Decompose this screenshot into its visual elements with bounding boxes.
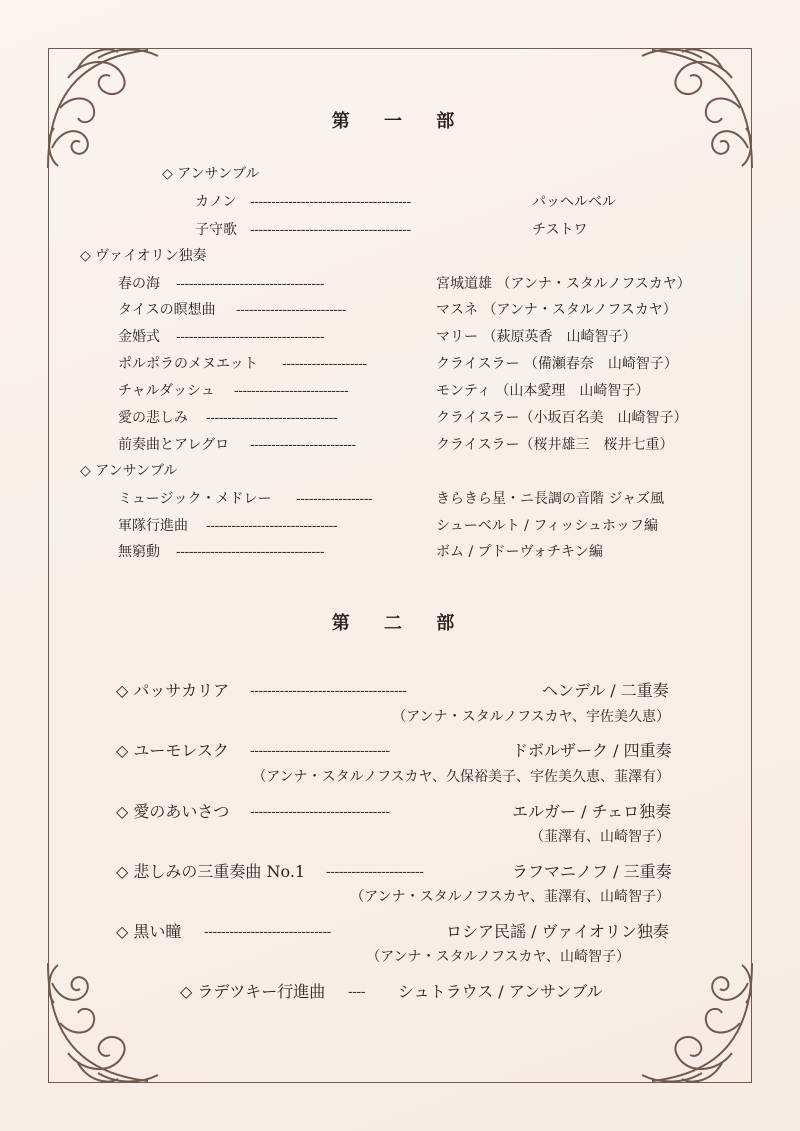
program-composer: ラフマニノフ / 三重奏: [512, 862, 672, 881]
program-title: ◇ 愛のあいさつ: [116, 802, 230, 821]
program-composer: エルガー / チェロ独奏: [512, 802, 672, 821]
program-composer: パッヘルベル: [532, 194, 616, 210]
program-title: タイスの瞑想曲: [118, 302, 216, 318]
program-title: 愛の悲しみ: [118, 410, 188, 426]
program-title: ◇ 悲しみの三重奏曲 No.1: [116, 862, 306, 881]
section-header-ensemble: ◇ アンサンブル: [162, 166, 260, 182]
program-composer: 宮城道雄 （アンナ・スタルノフスカヤ）: [436, 276, 691, 292]
dotted-leader: ---------------------------: [234, 383, 349, 399]
program-title: 前奏曲とアレグロ: [118, 437, 230, 453]
dotted-leader: -----------------------------------: [176, 276, 325, 292]
program-title: ◇ ラデツキー行進曲: [180, 982, 326, 1001]
program-composer: ロシア民謡 / ヴァイオリン独奏: [446, 922, 669, 941]
program-composer: クライスラー（桜井雄三 桜井七重）: [436, 437, 674, 453]
program-title: 金婚式: [118, 329, 160, 345]
program-composer: ボム / プドーヴォチキン編: [436, 544, 603, 560]
program-title: 春の海: [118, 276, 160, 292]
program-performers: （アンナ・スタルノフスカヤ、韮澤有、山崎智子）: [350, 889, 670, 905]
corner-ornament-bottom-left: [38, 953, 178, 1093]
program-composer: マスネ （アンナ・スタルノフスカヤ）: [436, 302, 677, 318]
dotted-leader: -----------------------: [326, 864, 424, 880]
corner-ornament-bottom-right: [622, 953, 762, 1093]
program-title: チャルダッシュ: [118, 383, 215, 399]
dotted-leader: ----: [348, 984, 365, 1000]
program-title: ◇ ユーモレスク: [116, 741, 229, 760]
program-composer: ドボルザーク / 四重奏: [512, 741, 672, 760]
program-title: 無窮動: [118, 544, 160, 560]
part1-title: 第 一 部: [331, 111, 469, 132]
program-title: ◇ 黒い瞳: [116, 922, 182, 941]
dotted-leader: -----------------------------------: [176, 329, 325, 345]
dotted-leader: -------------------------------------: [250, 683, 407, 699]
program-composer: シューベルト / フィッシュホッフ編: [436, 518, 658, 534]
program-title: ミュージック・メドレー: [118, 491, 272, 507]
program-title: カノン: [195, 194, 237, 210]
program-title: ◇ パッサカリア: [116, 681, 230, 700]
program-composer: モンティ （山本愛理 山崎智子）: [436, 383, 650, 399]
dotted-leader: ---------------------------------: [250, 804, 390, 820]
program-performers: （アンナ・スタルノフスカヤ、山崎智子）: [366, 949, 630, 965]
dotted-leader: -------------------------------: [206, 410, 338, 426]
program-title: ポルポラのメヌエット: [118, 356, 258, 372]
program-title: 軍隊行進曲: [118, 518, 188, 534]
dotted-leader: ---------------------------------: [250, 743, 390, 759]
dotted-leader: ------------------: [296, 491, 373, 507]
program-title: 子守歌: [195, 222, 237, 238]
program-composer: マリー （萩原英香 山崎智子）: [436, 329, 637, 345]
program-composer: ヘンデル / 二重奏: [542, 681, 669, 700]
program-performers: （アンナ・スタルノフスカヤ、久保裕美子、宇佐美久恵、韮澤有）: [252, 769, 670, 785]
part2-title: 第 二 部: [331, 613, 469, 634]
dotted-leader: --------------------------------------: [250, 222, 411, 238]
section-header-ensemble: ◇ アンサンブル: [80, 463, 178, 479]
dotted-leader: -------------------------------: [206, 518, 338, 534]
dotted-leader: -------------------------: [250, 437, 356, 453]
dotted-leader: --------------------: [282, 356, 367, 372]
program-performers: （アンナ・スタルノフスカヤ、宇佐美久恵）: [392, 709, 670, 725]
program-composer: クライスラー（小坂百名美 山崎智子）: [436, 410, 688, 426]
program-performers: （韮澤有、山崎智子）: [530, 829, 670, 845]
dotted-leader: ------------------------------: [204, 924, 331, 940]
dotted-leader: --------------------------: [236, 302, 346, 318]
dotted-leader: --------------------------------------: [250, 194, 411, 210]
dotted-leader: -----------------------------------: [176, 544, 325, 560]
program-composer: シュトラウス / アンサンブル: [398, 982, 603, 1001]
program-composer: きらきら星・ニ長調の音階 ジャズ風: [436, 491, 665, 507]
section-header-violin-solo: ◇ ヴァイオリン独奏: [80, 248, 207, 264]
program-composer: クライスラー （備瀬春奈 山崎智子）: [436, 356, 678, 372]
program-composer: チストワ: [532, 222, 588, 238]
